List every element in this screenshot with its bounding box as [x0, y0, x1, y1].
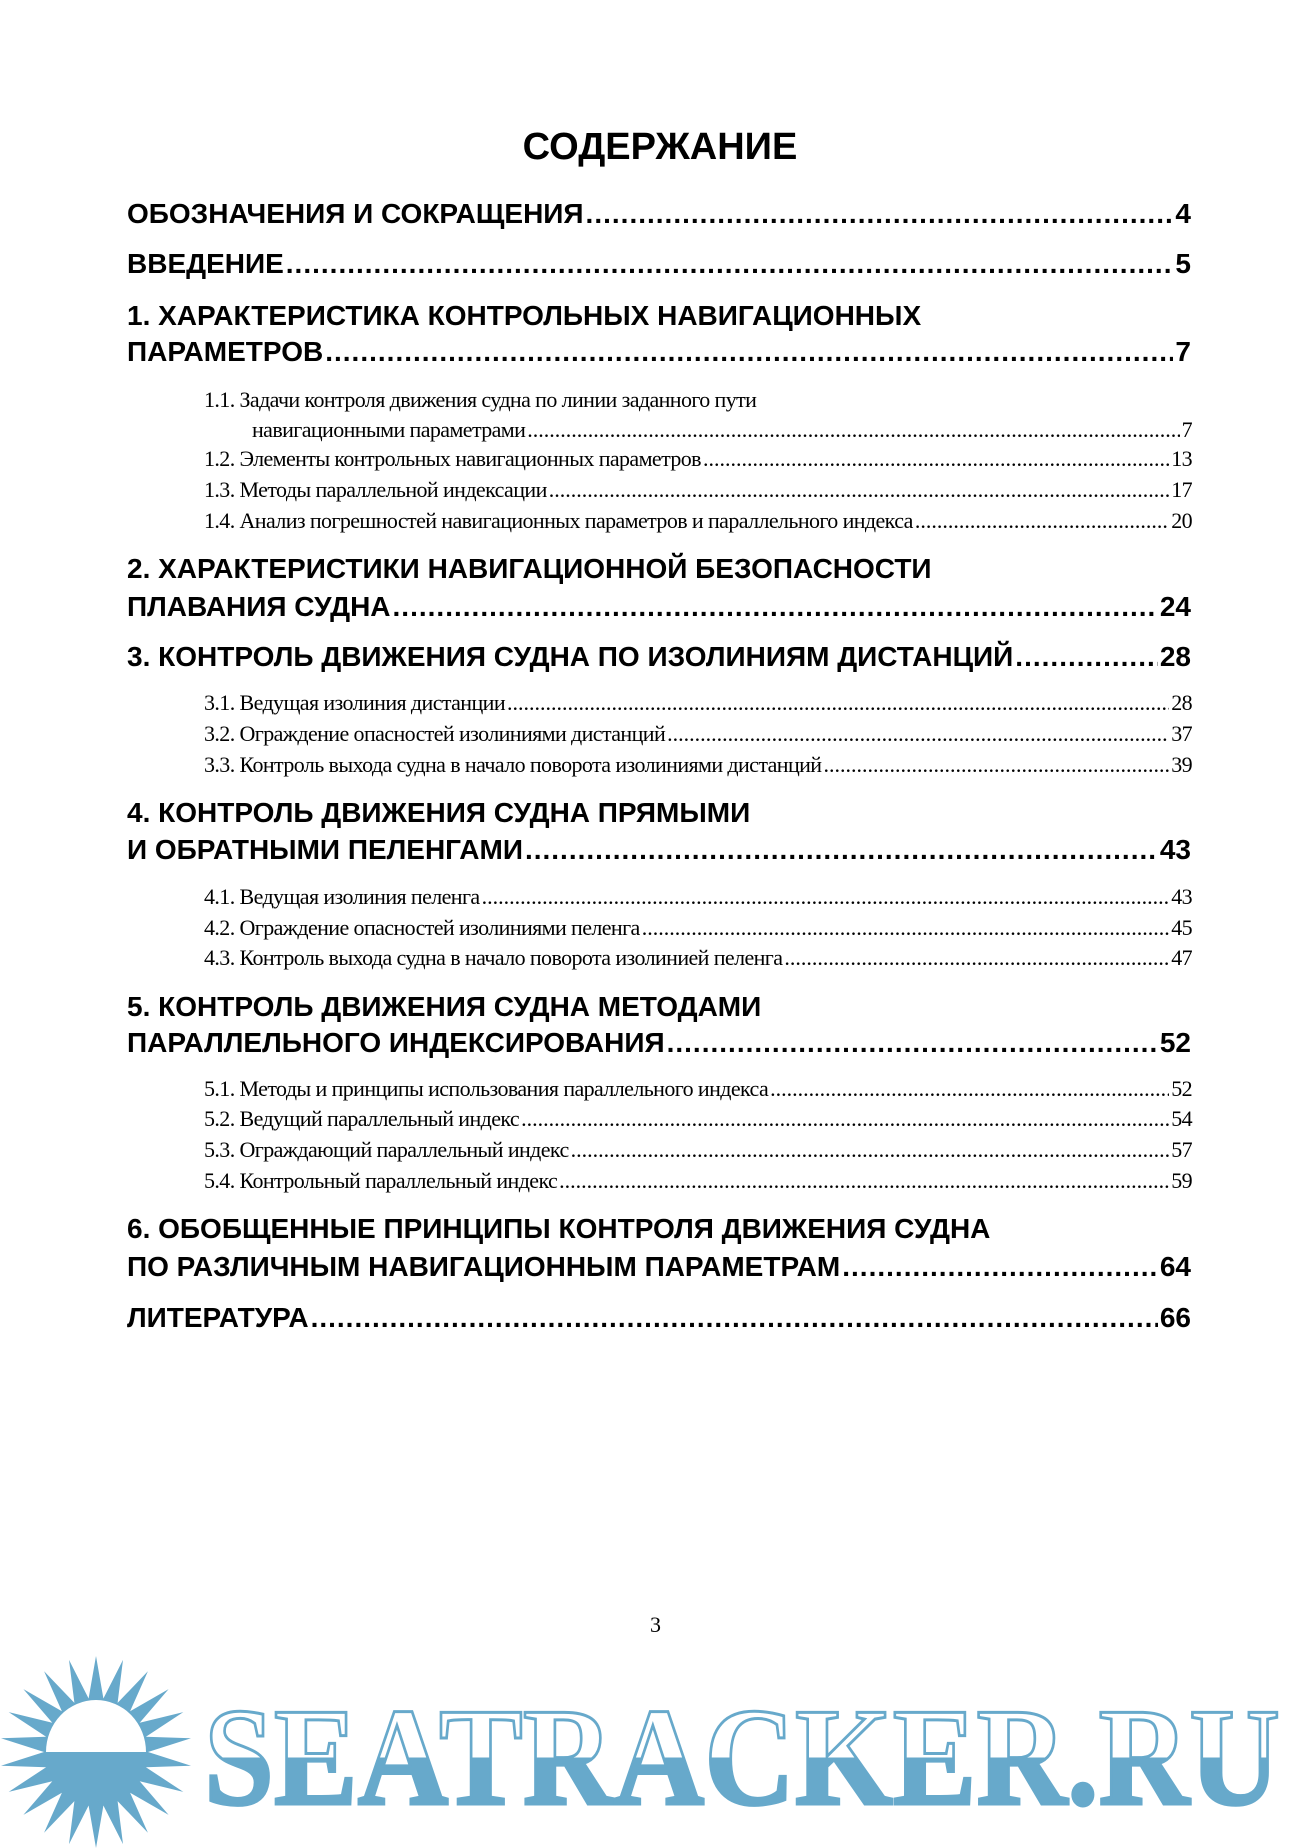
dot-leader [393, 591, 1158, 623]
dot-leader [527, 417, 1179, 443]
toc-chapter-entry[interactable] [127, 1251, 1191, 1283]
dot-leader [667, 721, 1169, 747]
toc-page-number: 4 [1175, 198, 1191, 229]
toc-page-number: 64 [1159, 1251, 1191, 1282]
toc-page-number: 54 [1171, 1106, 1192, 1131]
toc-section-entry[interactable] [204, 721, 1192, 747]
toc-chapter-entry[interactable] [127, 591, 1191, 623]
toc-page-number: 59 [1171, 1168, 1192, 1193]
dot-leader [549, 477, 1169, 503]
toc-page-number: 20 [1171, 508, 1192, 533]
toc-section-entry[interactable] [204, 477, 1192, 503]
dot-leader [703, 446, 1169, 472]
toc-entry-title: 5.2. Ведущий параллельный индекс [204, 1106, 520, 1131]
dot-leader [507, 690, 1169, 716]
dot-leader [571, 1137, 1170, 1163]
toc-page-number: 37 [1171, 721, 1192, 746]
dot-leader [784, 945, 1169, 971]
dot-leader [325, 336, 1173, 368]
toc-entry-title-line[interactable]: 5. КОНТРОЛЬ ДВИЖЕНИЯ СУДНА МЕТОДАМИ [127, 991, 762, 1022]
toc-entry-title: ЛИТЕРАТУРА [127, 1302, 309, 1333]
toc-section-entry[interactable] [204, 945, 1192, 971]
dot-leader [311, 1302, 1158, 1334]
toc-entry-title: ПАРАЛЛЕЛЬНОГО ИНДЕКСИРОВАНИЯ [127, 1027, 665, 1058]
toc-entry-title-line[interactable]: 2. ХАРАКТЕРИСТИКИ НАВИГАЦИОННОЙ БЕЗОПАСНОСТИ [127, 553, 932, 584]
toc-entry-title: 4.3. Контроль выхода судна в начало поворота изолинией пеленга [204, 945, 783, 970]
toc-entry-title: 3.2. Ограждение опасностей изолиниями дистанций [204, 721, 666, 746]
toc-entry-title: 3.1. Ведущая изолиния дистанции [204, 690, 506, 715]
toc-chapter-entry[interactable] [127, 248, 1191, 280]
toc-entry-title: 3.3. Контроль выхода судна в начало поворота изолиниями дистанций [204, 752, 822, 777]
dot-leader [525, 834, 1158, 866]
toc-entry-title-line[interactable]: 1. ХАРАКТЕРИСТИКА КОНТРОЛЬНЫХ НАВИГАЦИОННЫХ [127, 300, 922, 331]
toc-entry-title: 4.2. Ограждение опасностей изолиниями пеленга [204, 915, 640, 940]
toc-chapter-entry[interactable] [127, 641, 1191, 673]
toc-entry-title: ОБОЗНАЧЕНИЯ И СОКРАЩЕНИЯ [127, 198, 584, 229]
toc-entry-title-line[interactable]: 1.1. Задачи контроля движения судна по линии заданного пути [204, 387, 757, 412]
toc-chapter-entry[interactable] [127, 834, 1191, 866]
toc-section-entry[interactable] [204, 884, 1192, 910]
dot-leader [770, 1076, 1169, 1102]
toc-page-number: 7 [1175, 336, 1191, 367]
toc-entry-title: ПО РАЗЛИЧНЫМ НАВИГАЦИОННЫМ ПАРАМЕТРАМ [127, 1251, 841, 1282]
toc-section-entry[interactable] [204, 446, 1192, 472]
toc-entry-title: навигационными параметрами [252, 417, 526, 442]
dot-leader [286, 248, 1174, 280]
dot-leader [915, 508, 1169, 534]
toc-entry-title: И ОБРАТНЫМИ ПЕЛЕНГАМИ [127, 834, 523, 865]
toc-entry-title: 5.3. Ограждающий параллельный индекс [204, 1137, 569, 1162]
toc-chapter-entry[interactable] [127, 336, 1191, 368]
toc-section-entry[interactable] [204, 752, 1192, 778]
toc-chapter-entry[interactable] [127, 198, 1191, 230]
toc-section-entry[interactable] [204, 1076, 1192, 1102]
toc-page-number: 43 [1171, 884, 1192, 909]
sun-icon [1, 1656, 191, 1848]
toc-entry-title-line[interactable]: 4. КОНТРОЛЬ ДВИЖЕНИЯ СУДНА ПРЯМЫМИ [127, 797, 751, 828]
toc-page-number: 13 [1171, 446, 1192, 471]
toc-section-entry[interactable] [204, 508, 1192, 534]
toc-page-number: 45 [1171, 915, 1192, 940]
toc-page-number: 28 [1159, 641, 1191, 672]
dot-leader [1015, 641, 1158, 673]
toc-entry-title: 5.1. Методы и принципы использования параллельного индекса [204, 1076, 769, 1101]
dot-leader [642, 915, 1169, 941]
toc-entry-title: 4.1. Ведущая изолиния пеленга [204, 884, 480, 909]
toc-section-entry[interactable] [204, 915, 1192, 941]
toc-section-entry[interactable] [204, 1137, 1192, 1163]
toc-entry-title: 1.4. Анализ погрешностей навигационных параметров и параллельного индекса [204, 508, 913, 533]
toc-page-number: 24 [1159, 591, 1191, 622]
page-number: 3 [650, 1612, 661, 1637]
toc-entry-title: ПЛАВАНИЯ СУДНА [127, 591, 391, 622]
toc-section-entry[interactable] [252, 417, 1192, 443]
toc-entry-title: 1.3. Методы параллельной индексации [204, 477, 547, 502]
toc-page-number: 52 [1159, 1027, 1191, 1058]
toc-page-number: 52 [1171, 1076, 1192, 1101]
dot-leader [559, 1168, 1169, 1194]
watermark-logo [0, 1650, 1307, 1848]
dot-leader [823, 752, 1169, 778]
toc-page-number: 43 [1159, 834, 1191, 865]
toc-entry-title: ВВЕДЕНИЕ [127, 248, 284, 279]
toc-page-number: 17 [1171, 477, 1192, 502]
dot-leader [521, 1106, 1169, 1132]
toc-section-entry[interactable] [204, 690, 1192, 716]
toc-page-number: 5 [1175, 248, 1191, 279]
toc-page-number: 47 [1171, 945, 1192, 970]
toc-chapter-entry[interactable] [127, 1302, 1191, 1334]
dot-leader [667, 1027, 1158, 1059]
toc-page-number: 57 [1171, 1137, 1192, 1162]
toc-entry-title: 1.2. Элементы контрольных навигационных параметров [204, 446, 701, 471]
dot-leader [842, 1251, 1158, 1283]
toc-section-entry[interactable] [204, 1168, 1192, 1194]
toc-entry-title: 3. КОНТРОЛЬ ДВИЖЕНИЯ СУДНА ПО ИЗОЛИНИЯМ ДИСТАНЦИЙ [127, 641, 1014, 672]
toc-page-number: 66 [1159, 1302, 1191, 1333]
toc-chapter-entry[interactable] [127, 1027, 1191, 1059]
toc-page-number: 39 [1171, 752, 1192, 777]
toc-page-number: 28 [1171, 690, 1192, 715]
dot-leader [482, 884, 1170, 910]
dot-leader [586, 198, 1174, 230]
watermark-text: SEATRACKER.RU [204, 1680, 1280, 1835]
toc-entry-title: 5.4. Контрольный параллельный индекс [204, 1168, 558, 1193]
toc-page-number: 7 [1181, 417, 1192, 442]
toc-entry-title: ПАРАМЕТРОВ [127, 336, 324, 367]
page-title: СОДЕРЖАНИЕ [522, 126, 798, 168]
toc-section-entry[interactable] [204, 1106, 1192, 1132]
toc-entry-title-line[interactable]: 6. ОБОБЩЕННЫЕ ПРИНЦИПЫ КОНТРОЛЯ ДВИЖЕНИЯ СУДНА [127, 1213, 991, 1244]
